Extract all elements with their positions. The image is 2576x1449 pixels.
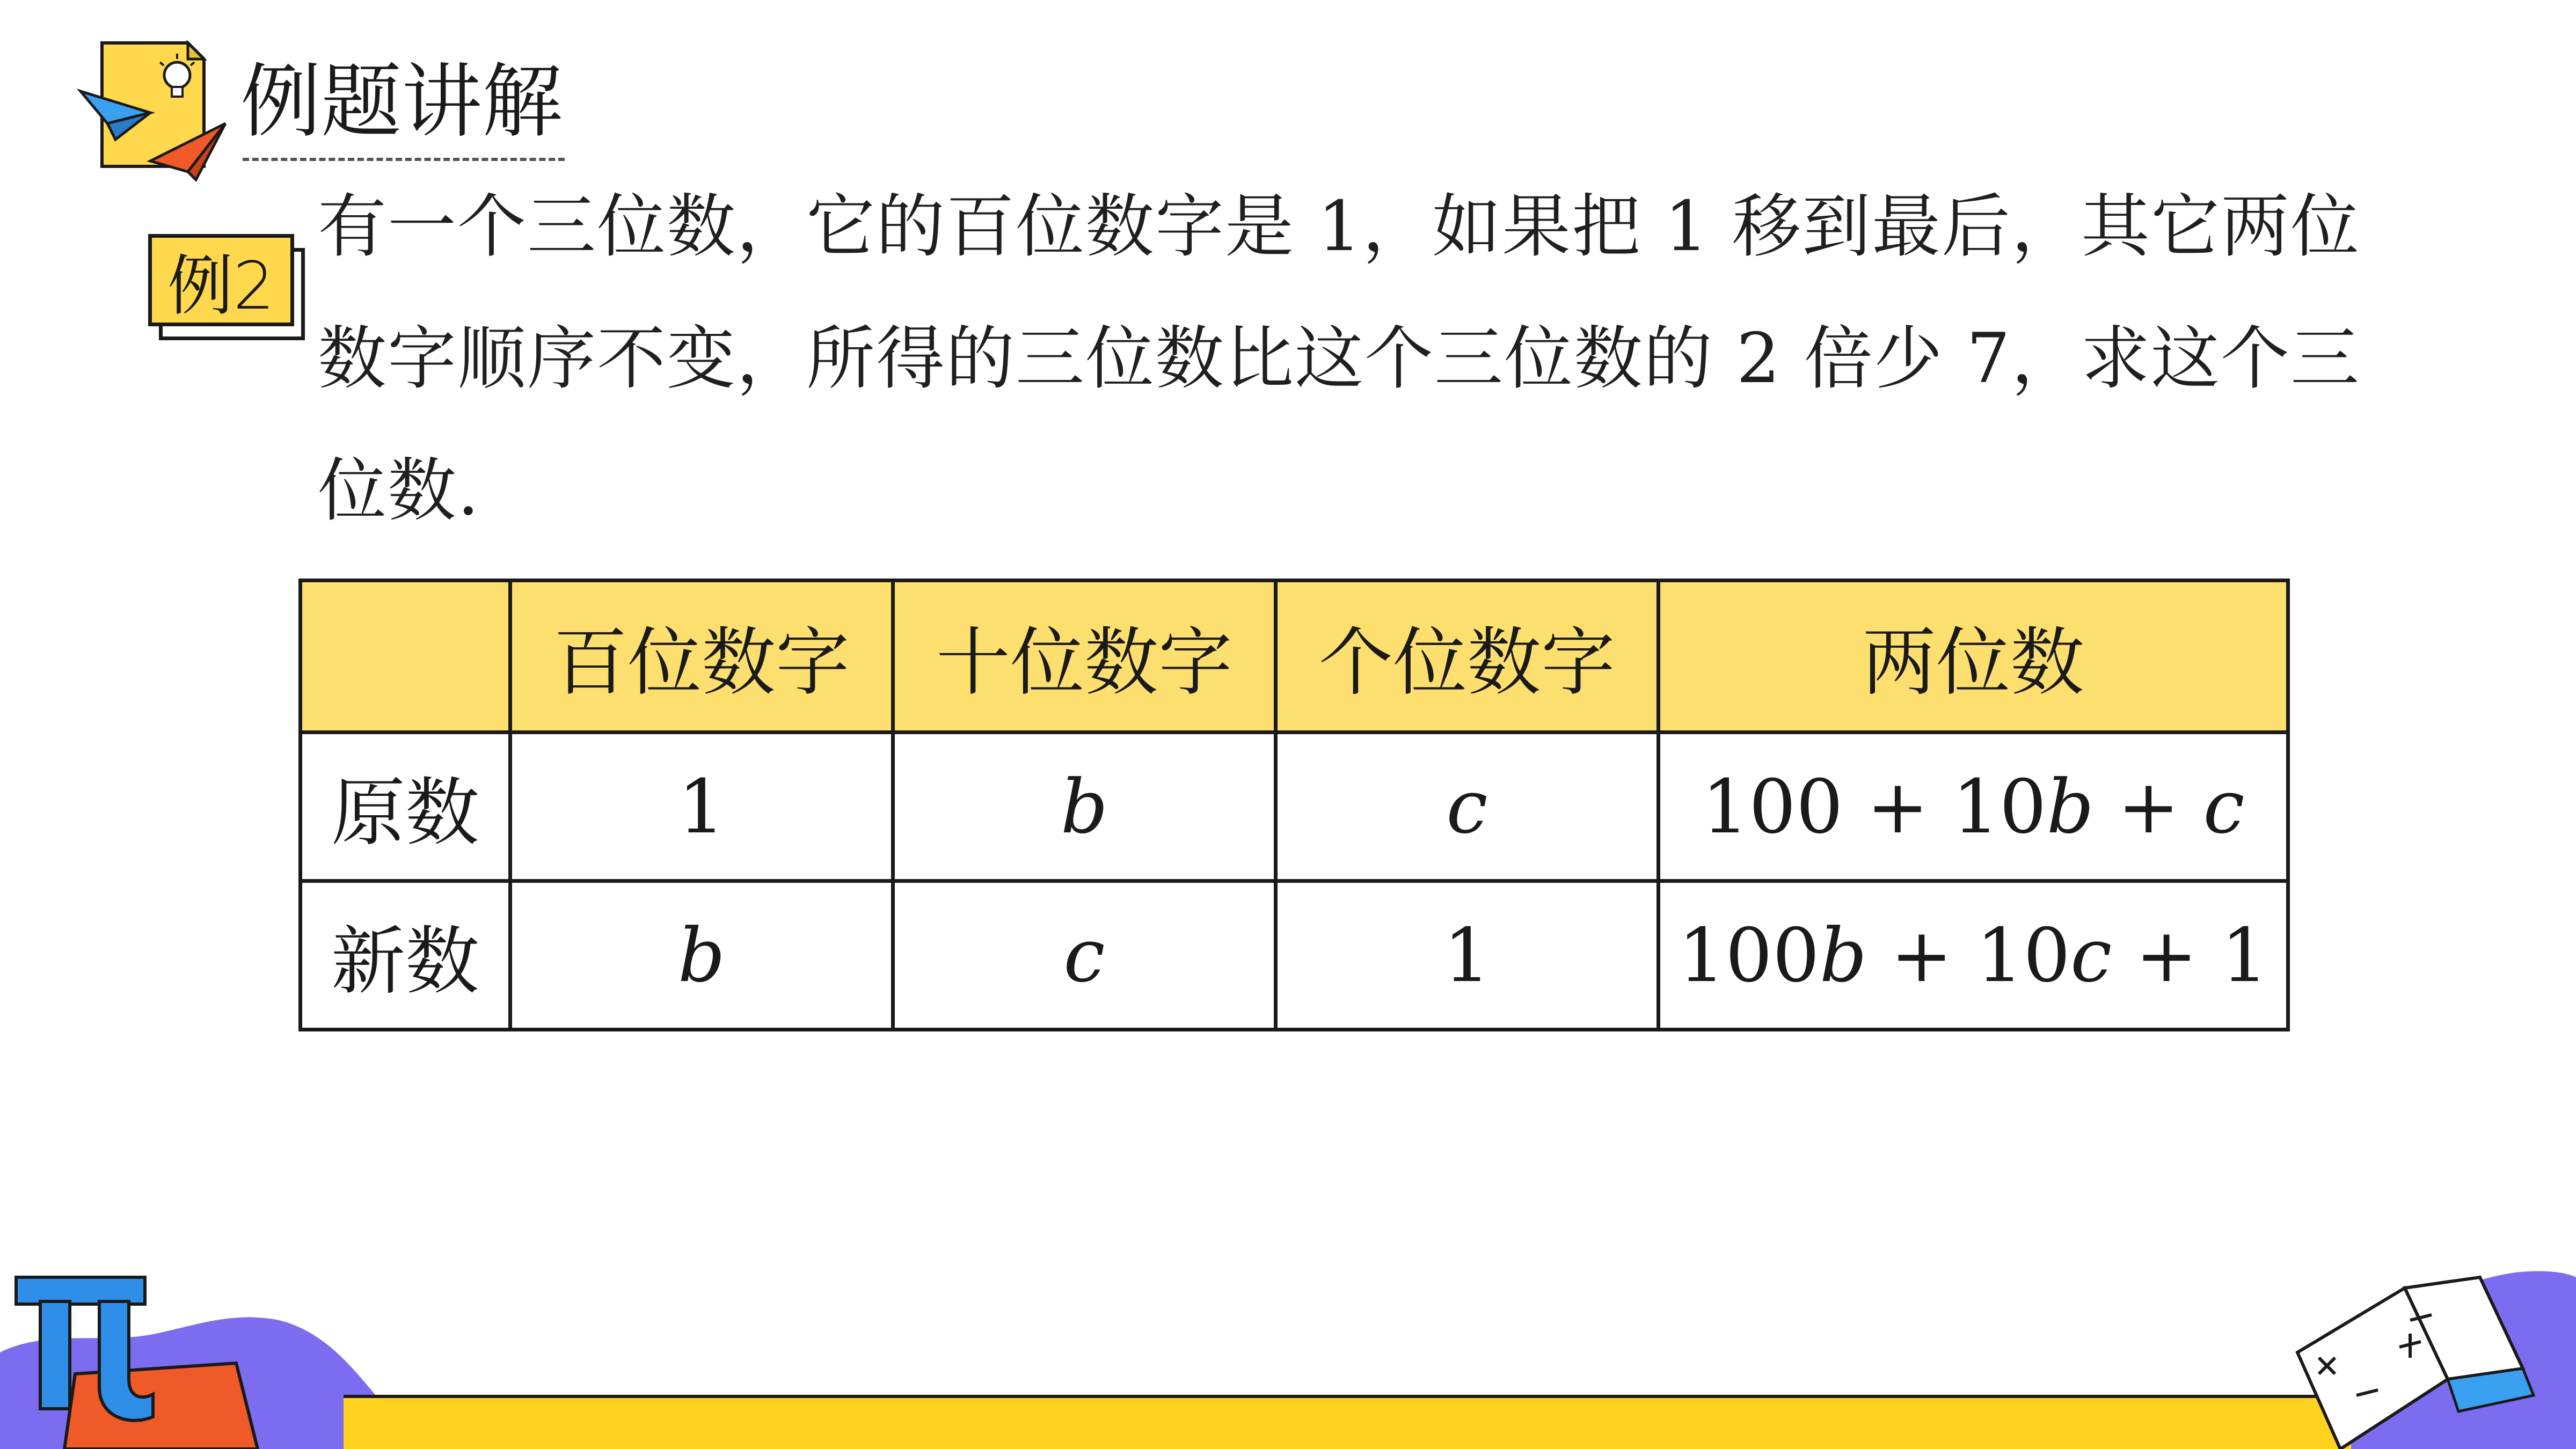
table-header-ones: 个位数字 (1276, 581, 1659, 733)
table-row (301, 881, 2288, 1030)
tens-cell: b (1060, 763, 1108, 850)
table-header-hundreds: 百位数字 (510, 581, 893, 733)
ones-cell: c (1446, 763, 1488, 850)
row-label: 原数 (301, 733, 510, 881)
hundreds-cell: b (677, 912, 726, 999)
value-cell: 100b + 10c + 1 (1659, 881, 2288, 1030)
value-cell: 100 + 10b + c (1659, 733, 2288, 881)
table-row (301, 733, 2288, 881)
hundreds-cell: 1 (510, 733, 893, 881)
table-header-tens: 十位数字 (893, 581, 1276, 733)
page-title: 例题讲解 (240, 55, 563, 149)
row-label: 新数 (301, 881, 510, 1030)
tens-cell: c (1063, 912, 1105, 999)
table-header-value: 两位数 (1659, 581, 2288, 733)
ones-cell: 1 (1276, 881, 1659, 1030)
example-badge: 例2 (148, 234, 294, 326)
problem-text: 有一个三位数，它的百位数字是 1，如果把 1 移到最后，其它两位数字顺序不变，所得的三位数比这个三位数的 2 倍少 7，求这个三位数. (318, 187, 2360, 531)
table-header-empty (301, 581, 510, 733)
footer-decoration (0, 1256, 2576, 1449)
document-bulb-icon (75, 32, 236, 182)
digit-table (298, 579, 2290, 1031)
table-header-row (301, 581, 2288, 733)
